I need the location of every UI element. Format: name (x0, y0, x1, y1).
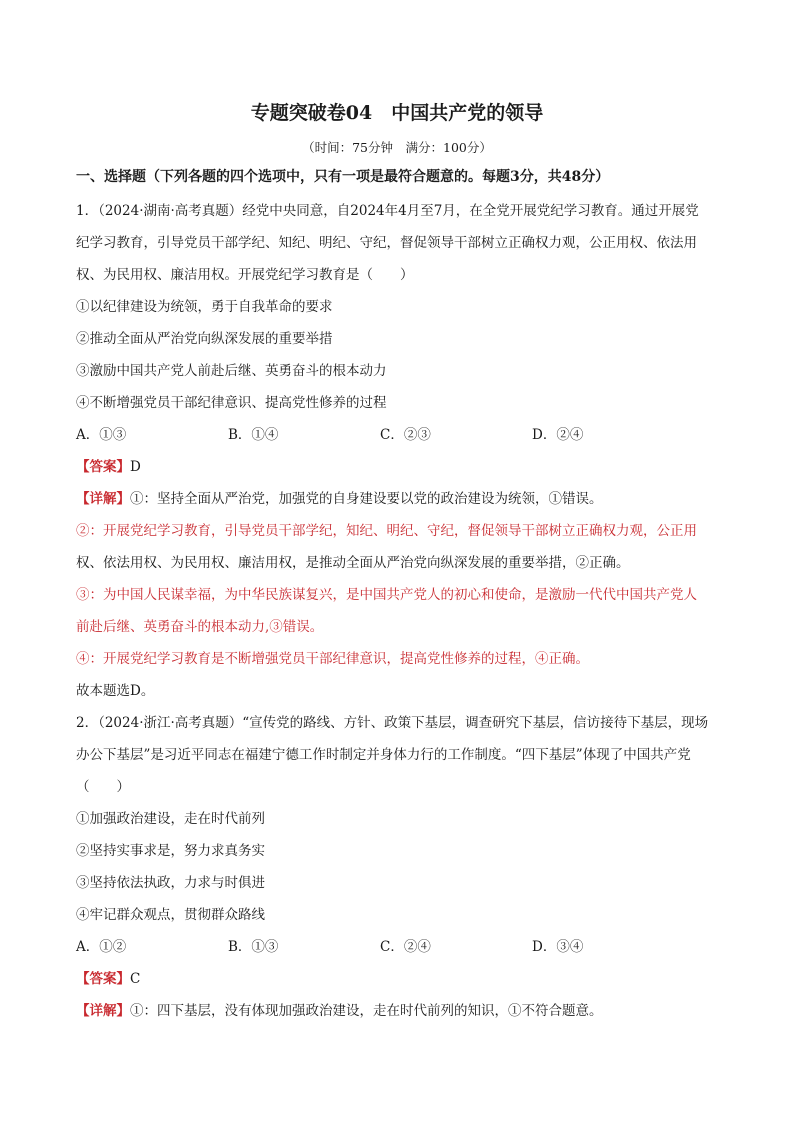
statement-item: ③坚持依法执政，力求与时俱进 (76, 875, 265, 891)
question-text-line: 1．（2024·湖南·高考真题）经党中央同意，自2024年4月至7月，在全党开展党纪学习教育。通过开展党 (76, 203, 699, 219)
statement-item: ①以纪律建设为统领，勇于自我革命的要求 (76, 299, 333, 315)
detail-line: 权、依法用权、为民用权、廉洁用权，是推动全面从严治党向纵深发展的重要举措，②正确。 (76, 555, 630, 571)
answer-options (76, 931, 718, 963)
question-text-line: 2．（2024·浙江·高考真题）“宣传党的路线、方针、政策下基层，调查研究下基层，信访接待下基层，现场 (76, 715, 709, 731)
question-text-line: （ ） (76, 779, 130, 795)
answer-value: D (130, 459, 141, 475)
question-text-line: 权、为民用权、廉洁用权。开展党纪学习教育是（ ） (76, 267, 414, 283)
answer-line (76, 963, 718, 995)
answer-value: C (130, 971, 141, 987)
question-text-line: 纪学习教育，引导党员干部学纪、知纪、明纪、守纪，督促领导干部树立正确权力观，公正用权、依法用 (76, 235, 697, 251)
exam-info: （时间：75分钟 满分：100分） (302, 140, 492, 155)
page-title: 专题突破卷04 中国共产党的领导 (250, 102, 544, 124)
detail-line (76, 995, 718, 1027)
answer-tag: 【答案】 (76, 971, 130, 987)
option-c: C．②④ (380, 939, 431, 955)
statement-item: ②坚持实事求是，努力求真务实 (76, 843, 265, 859)
detail-line: ③：为中国人民谋幸福，为中华民族谋复兴，是中国共产党人的初心和使命，是激励一代代中国共产党人 (76, 587, 697, 603)
detail-text: ①：四下基层，没有体现加强政治建设，走在时代前列的知识，①不符合题意。 (130, 1003, 603, 1019)
question-2 (76, 707, 718, 1027)
statement-item: ②推动全面从严治党向纵深发展的重要举措 (76, 331, 333, 347)
section-heading: 一、选择题（下列各题的四个选项中，只有一项是最符合题意的。每题3分，共48分） (76, 169, 610, 185)
option-d: D．③④ (532, 939, 584, 955)
detail-text: ①：坚持全面从严治党，加强党的自身建设要以党的政治建设为统领，①错误。 (130, 491, 603, 507)
detail-tag: 【详解】 (76, 491, 130, 507)
option-c: C．②③ (380, 427, 431, 443)
option-d: D．②④ (532, 427, 584, 443)
option-b: B．①④ (228, 427, 279, 443)
detail-line: ②：开展党纪学习教育，引导党员干部学纪，知纪、明纪、守纪，督促领导干部树立正确权力观，公正用 (76, 523, 697, 539)
detail-tag: 【详解】 (76, 1003, 130, 1019)
detail-line: 前赴后继、英勇奋斗的根本动力,③错误。 (76, 619, 324, 635)
question-text-line: 办公下基层”是习近平同志在福建宁德工作时制定并身体力行的工作制度。“四下基层”体现了中国共产党 (76, 747, 691, 763)
conclusion-line: 故本题选D。 (76, 683, 155, 699)
statement-item: ①加强政治建设，走在时代前列 (76, 811, 265, 827)
answer-tag: 【答案】 (76, 459, 130, 475)
option-a: A．①② (76, 939, 127, 955)
statement-item: ④不断增强党员干部纪律意识、提高党性修养的过程 (76, 395, 387, 411)
answer-line (76, 451, 718, 483)
statement-item: ④牢记群众观点，贯彻群众路线 (76, 907, 265, 923)
detail-line: ④：开展党纪学习教育是不断增强党员干部纪律意识，提高党性修养的过程，④正确。 (76, 651, 589, 667)
answer-options (76, 419, 718, 451)
detail-line (76, 483, 718, 515)
option-a: A．①③ (76, 427, 127, 443)
question-1 (76, 195, 718, 707)
statement-item: ③激励中国共产党人前赴后继、英勇奋斗的根本动力 (76, 363, 387, 379)
option-b: B．①③ (228, 939, 279, 955)
